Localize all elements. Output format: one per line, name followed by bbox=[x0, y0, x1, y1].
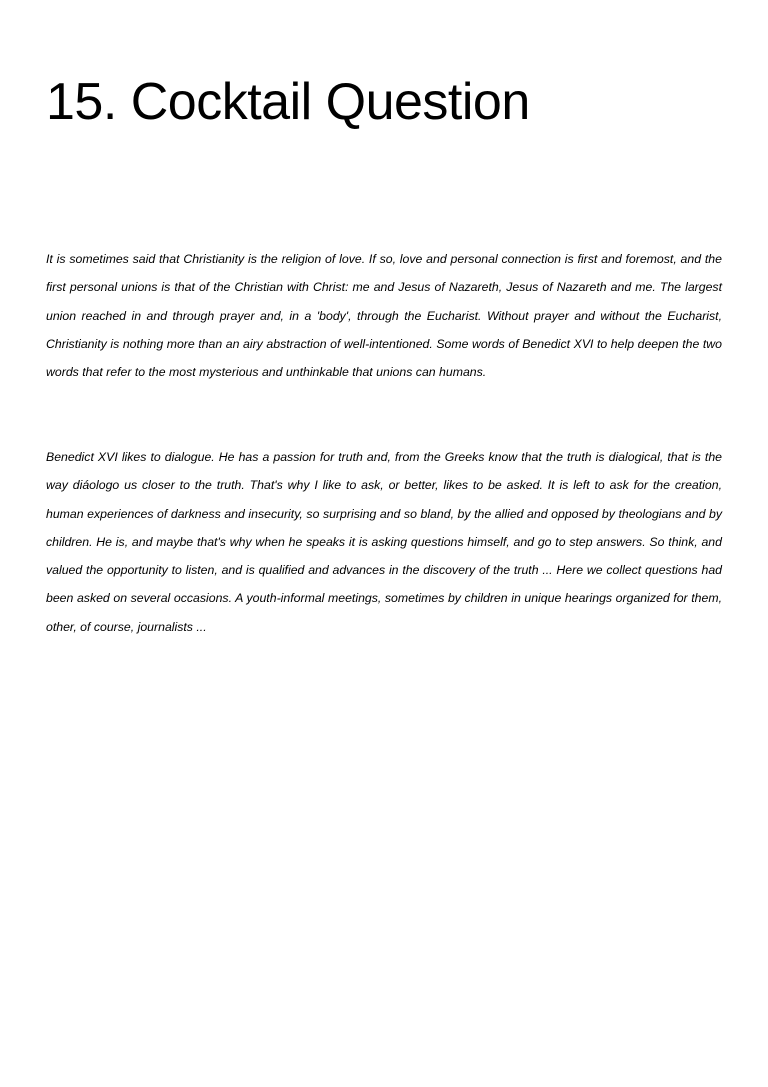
paragraph-intro: It is sometimes said that Christianity is the religion of love. If so, love and personal connection is first and foremost, and the first personal unions is that of the Christian with Christ: me and Jesus of Nazareth, Jesus of Nazareth and me. The largest union reached in and through prayer and, in a 'body', through the Eucharist. Without prayer and without the Eucharist, Christianity is nothing more than an airy abstraction of well-intentioned. Some words of Benedict XVI to help deepen the two words that refer to the most mysterious and unthinkable that unions can humans. bbox=[46, 252, 722, 380]
paragraph-dialogue: Benedict XVI likes to dialogue. He has a passion for truth and, from the Greeks know that the truth is dialogical, that is the way diáologo us closer to the truth. That's why I like to ask, or better, likes to be asked. It is left to ask for the creation, human experiences of darkness and insecurity, so surprising and so bland, by the allied and opposed by theologians and by children. He is, and maybe that's why when he speaks it is asking questions himself, and go to step answers. So think, and valued the opportunity to listen, and is qualified and advances in the discovery of the truth ... Here we collect questions had been asked on several occasions. A youth-informal meetings, sometimes by children in unique hearings organized for them, other, of course, journalists ... bbox=[46, 450, 722, 634]
page-title: 15. Cocktail Question bbox=[46, 73, 530, 131]
